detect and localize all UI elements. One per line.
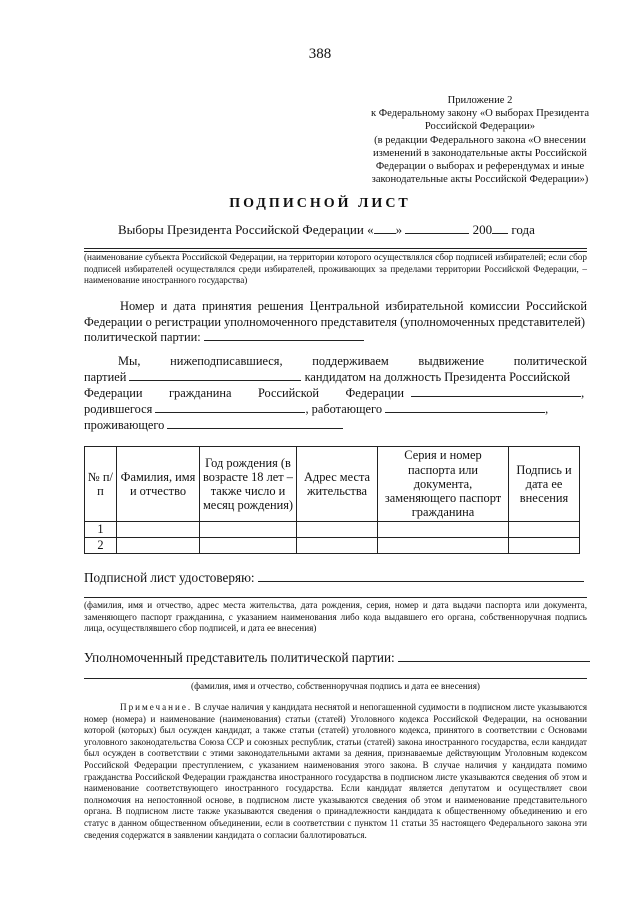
support-line-5	[84, 418, 343, 434]
cell-address[interactable]	[297, 538, 378, 554]
cell-name[interactable]	[117, 538, 200, 554]
support-line-4: родившегося , работающего ,	[84, 402, 549, 416]
candidate-label: кандидатом на должность Президента Российской	[304, 370, 571, 384]
support-word: политической	[513, 354, 587, 368]
election-suffix: года	[511, 222, 535, 237]
certify-caption: (фамилия, имя и отчество, адрес места жительства, дата рождения, серия, номер и дата выдачи паспорта или документа, заменяющего паспорт гражданина, с указанием наименования либо кода выдавшего его органа, собственноручная подпись лица, осуществлявшего сбор подписей, и дата ее внесения)	[84, 600, 587, 634]
support-word: нижеподписавшиеся,	[170, 354, 283, 368]
col-birth-header: Год рождения (в возрасте 18 лет – также число и месяц рождения)	[200, 447, 297, 522]
cell-birth[interactable]	[200, 522, 297, 538]
certify-blank	[258, 580, 584, 582]
election-line	[118, 222, 535, 238]
cell-signature[interactable]	[509, 538, 580, 554]
appendix-line: (в редакции Федерального закона «О внесении	[374, 134, 586, 146]
cell-passport[interactable]	[378, 522, 509, 538]
appendix-line: к Федеральному закону «О выборах Президента	[370, 108, 590, 120]
party-label: партией	[84, 370, 127, 384]
note-text: В случае наличия у кандидата неснятой и непогашенной судимости в подписном листе указываются номер (номера) и наименование (наименования) статьи (статей) Уголовного кодекса Российской Федерации, на основании которой (которых) был осужден кандидат, а также статьи (статей) уголовного кодекса, принятого в соответствии с Основами уголовного законодательства Союза ССР и союзных республик, статьи (статей) закона иностранного государства, если кандидат был осужден в соответствии с этими законодательными актами за деяния, признаваемые действующим Уголовным кодексом Российской Федерации преступлением, с указанием наименования этого закона. В случае наличия у кандидата помимо гражданства Российской Федерации гражданства иностранного государства в подписном листе указываются сведения об этом и наименование соответствующего иностранного государства. Если кандидат является депутатом и осуществляет свои полномочия на непостоянной основе, в подписном листе указываются сведения об этом и наименование представительного органа. В подписном листе также указываются сведения о принадлежности кандидата к общественному объединению и его статус в данном общественном объединении, если в соответствии с пунктом 11 статьи 35 настоящего Федерального закона эти сведения содержатся в заявлении кандидата о согласии баллотироваться.	[84, 702, 588, 840]
support-line-3: Федерации гражданина Российской Федерации ,	[84, 386, 585, 400]
cell-passport[interactable]	[378, 538, 509, 554]
support-line-1	[84, 354, 587, 370]
representative-blank	[398, 660, 590, 662]
cec-decision-text: Номер и дата принятия решения Центральной избирательной комиссии Российской Федерации о регистрации уполномоченного представителя (уполномоченных представителей)	[84, 299, 587, 329]
certify-line	[84, 570, 584, 586]
cec-decision-label: политической партии:	[84, 330, 201, 344]
col-passport-header: Серия и номер паспорта или документа, заменяющего паспорт гражданина	[378, 447, 509, 522]
cell-birth[interactable]	[200, 538, 297, 554]
col-number-header: № п/п	[85, 447, 117, 522]
born-label: родившегося	[84, 402, 153, 416]
election-prefix: Выборы Президента Российской Федерации «	[118, 222, 374, 237]
appendix-header	[330, 94, 630, 186]
row-number: 1	[85, 522, 117, 538]
row-number: 2	[85, 538, 117, 554]
day-blank	[374, 232, 396, 234]
support-line-2	[84, 370, 570, 386]
support-word: Российской	[257, 386, 320, 400]
citizen-blank	[411, 395, 581, 397]
representative-rule	[84, 678, 587, 679]
table-row	[85, 538, 580, 554]
cec-decision-last	[84, 330, 364, 346]
representative-label: Уполномоченный представитель политической партии:	[84, 650, 395, 665]
support-word: Мы,	[118, 354, 141, 368]
representative-caption: (фамилия, имя и отчество, собственноручная подпись и дата ее внесения)	[191, 681, 480, 691]
month-blank	[405, 232, 469, 234]
table-header-row	[85, 447, 580, 522]
note-lead: Примечание.	[120, 702, 193, 712]
year-blank	[492, 232, 508, 234]
subject-caption: (наименование субъекта Российской Федерации, на территории которого осуществлялся сбор подписей избирателей; если сбор подписей избирателей осуществлялся среди избирателей, проживающих за пределами территории Российской Федерации, – наименование иностранного государства)	[84, 252, 587, 286]
note-paragraph	[84, 702, 587, 841]
appendix-line: изменений в законодательные акты Российской	[373, 147, 587, 159]
appendix-line: Российской Федерации»	[424, 121, 536, 133]
support-word: поддерживаем	[312, 354, 389, 368]
support-word: выдвижение	[418, 354, 485, 368]
col-name-header: Фамилия, имя и отчество	[117, 447, 200, 522]
appendix-line: Приложение 2	[447, 95, 513, 106]
table-row	[85, 522, 580, 538]
representative-line	[84, 650, 590, 666]
support-word: гражданина	[168, 386, 232, 400]
col-signature-header: Подпись и дата ее внесения	[509, 447, 580, 522]
support-word: Федерации	[84, 386, 143, 400]
subject-rule	[84, 248, 587, 249]
support-word: Федерации	[345, 386, 404, 400]
cell-signature[interactable]	[509, 522, 580, 538]
election-year: 200	[472, 222, 493, 237]
document-title: ПОДПИСНОЙ ЛИСТ	[229, 196, 411, 211]
born-blank	[155, 411, 305, 413]
party-blank	[129, 379, 301, 381]
election-middle: »	[395, 222, 403, 237]
cec-decision-blank	[204, 339, 364, 341]
page-number: 388	[308, 46, 332, 62]
living-blank	[167, 427, 343, 429]
working-blank	[385, 411, 545, 413]
col-address-header: Адрес места жительства	[297, 447, 378, 522]
appendix-line: законодательные акты Российской Федерации»)	[371, 174, 589, 186]
signatures-table	[84, 446, 580, 554]
cell-address[interactable]	[297, 522, 378, 538]
certify-label: Подписной лист удостоверяю:	[84, 570, 255, 585]
appendix-line: Федерации о выборах и референдумах и иные	[375, 161, 585, 173]
living-label: проживающего	[84, 418, 165, 432]
working-label: , работающего	[305, 402, 383, 416]
certify-rule	[84, 597, 587, 598]
cell-name[interactable]	[117, 522, 200, 538]
